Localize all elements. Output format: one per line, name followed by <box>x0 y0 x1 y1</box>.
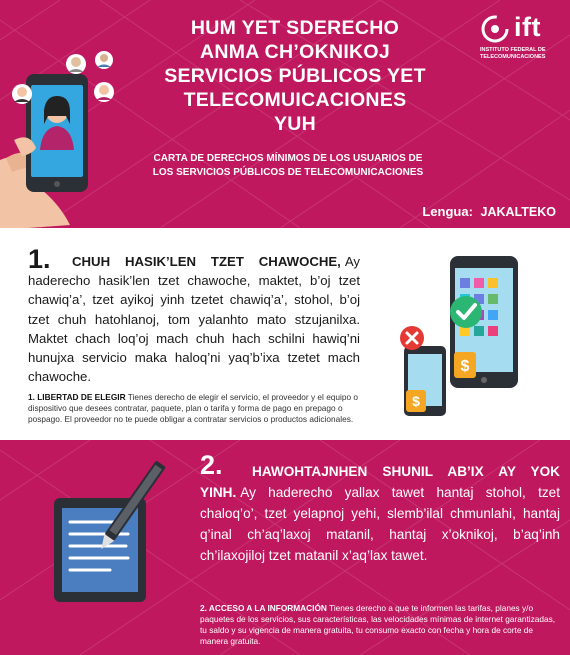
svg-text:$: $ <box>412 393 420 409</box>
logo-subtitle <box>480 47 566 61</box>
ift-logo <box>478 14 564 74</box>
title-line: TELECOMUICACIONES <box>183 89 407 111</box>
smartphones-illustration <box>392 248 542 418</box>
logo-sub-line: INSTITUTO FEDERAL DE <box>480 47 546 53</box>
logo-wordmark: ift <box>514 12 541 42</box>
tablet-pen-illustration <box>40 458 170 608</box>
subtitle-line: LOS SERVICIOS PÚBLICOS DE TELECOMUNICACIONES <box>152 167 424 178</box>
note-text: Tienes derecho a que te informen las tarifas, planes y/o paquetes de los servicios, sus características, las velocidades mínimas de internet garantizadas, tu saldo y su vigencia de manera gratuita, tu consumo exacto con fecha y hora de corte de manera gratuita. <box>200 603 556 646</box>
language-label: Lengua: <box>422 204 473 219</box>
language-indicator <box>422 204 556 219</box>
spanish-note <box>28 392 373 425</box>
logo-sub-line: TELECOMUNICACIONES <box>480 54 546 60</box>
section-number: 2. <box>200 450 223 480</box>
spanish-note <box>200 603 562 647</box>
note-text: Tienes derecho de elegir el servicio, el proveedor y el equipo o dispositivo que desees contratar, paquete, plan o tarifa y forma de pago en prepago o pospago. El proveedor no te puede obligar a contratar servicios o productos adicionales. <box>28 392 359 424</box>
check-icon <box>450 296 482 328</box>
hand-phone-illustration <box>0 40 140 228</box>
note-title: 2. ACCESO A LA INFORMACIÓN <box>200 603 327 613</box>
subtitle <box>138 152 438 180</box>
header-banner <box>0 0 570 228</box>
section-text: Ay haderecho yallax tawet hantaj stohol, tzet chaloq’o’, tzet yelapnoj yehi, slemb’ilal chmunlahi, hantaj q’inal ch’aq’laxoj matanil, hantaj x’oknikoj, b’aq’inh ch’ilaxojiloj tzet matanil x’aq’lax tawet. <box>200 485 560 563</box>
note-title: 1. LIBERTAD DE ELEGIR <box>28 392 126 402</box>
ift-logo-icon <box>480 14 510 44</box>
section-text: Ay haderecho hasik’len tzet chawoche, maktet, b’oj tzet chawiq’a’, tzet ayikoj yinh tzetet chawiq’a’, stohol, b’oj tzet chuh hatohlanoj, tom yalanhto mato stzujanilxa. Maktet chach loq’oj mach chuh hach schilni hawiq’ni hunujxa servicio maka haloq’ni yaq’b’ixa tzetet mach chawoche. <box>28 254 360 385</box>
title-line: HUM YET SDERECHO <box>190 17 400 39</box>
section-title: HAWOHTAJNHEN SHUNIL AB’IX AY YOK YINH. <box>200 464 560 500</box>
svg-text:$: $ <box>460 358 470 375</box>
title-line: ANMA CH’OKNIKOJ <box>199 41 391 63</box>
section-2 <box>0 440 570 655</box>
main-title <box>130 16 460 136</box>
section-body <box>28 252 360 386</box>
section-title: CHUH HASIK’LEN TZET CHAWOCHE, <box>72 254 341 269</box>
section-body <box>200 461 560 566</box>
section-1 <box>0 228 570 440</box>
subtitle-line: CARTA DE DERECHOS MÍNIMOS DE LOS USUARIOS DE <box>153 153 423 164</box>
section-number: 1. <box>28 244 51 274</box>
title-line: SERVICIOS PÚBLICOS YET <box>164 65 426 87</box>
language-value: JAKALTEKO <box>480 205 556 219</box>
title-line: YUH <box>273 113 317 135</box>
